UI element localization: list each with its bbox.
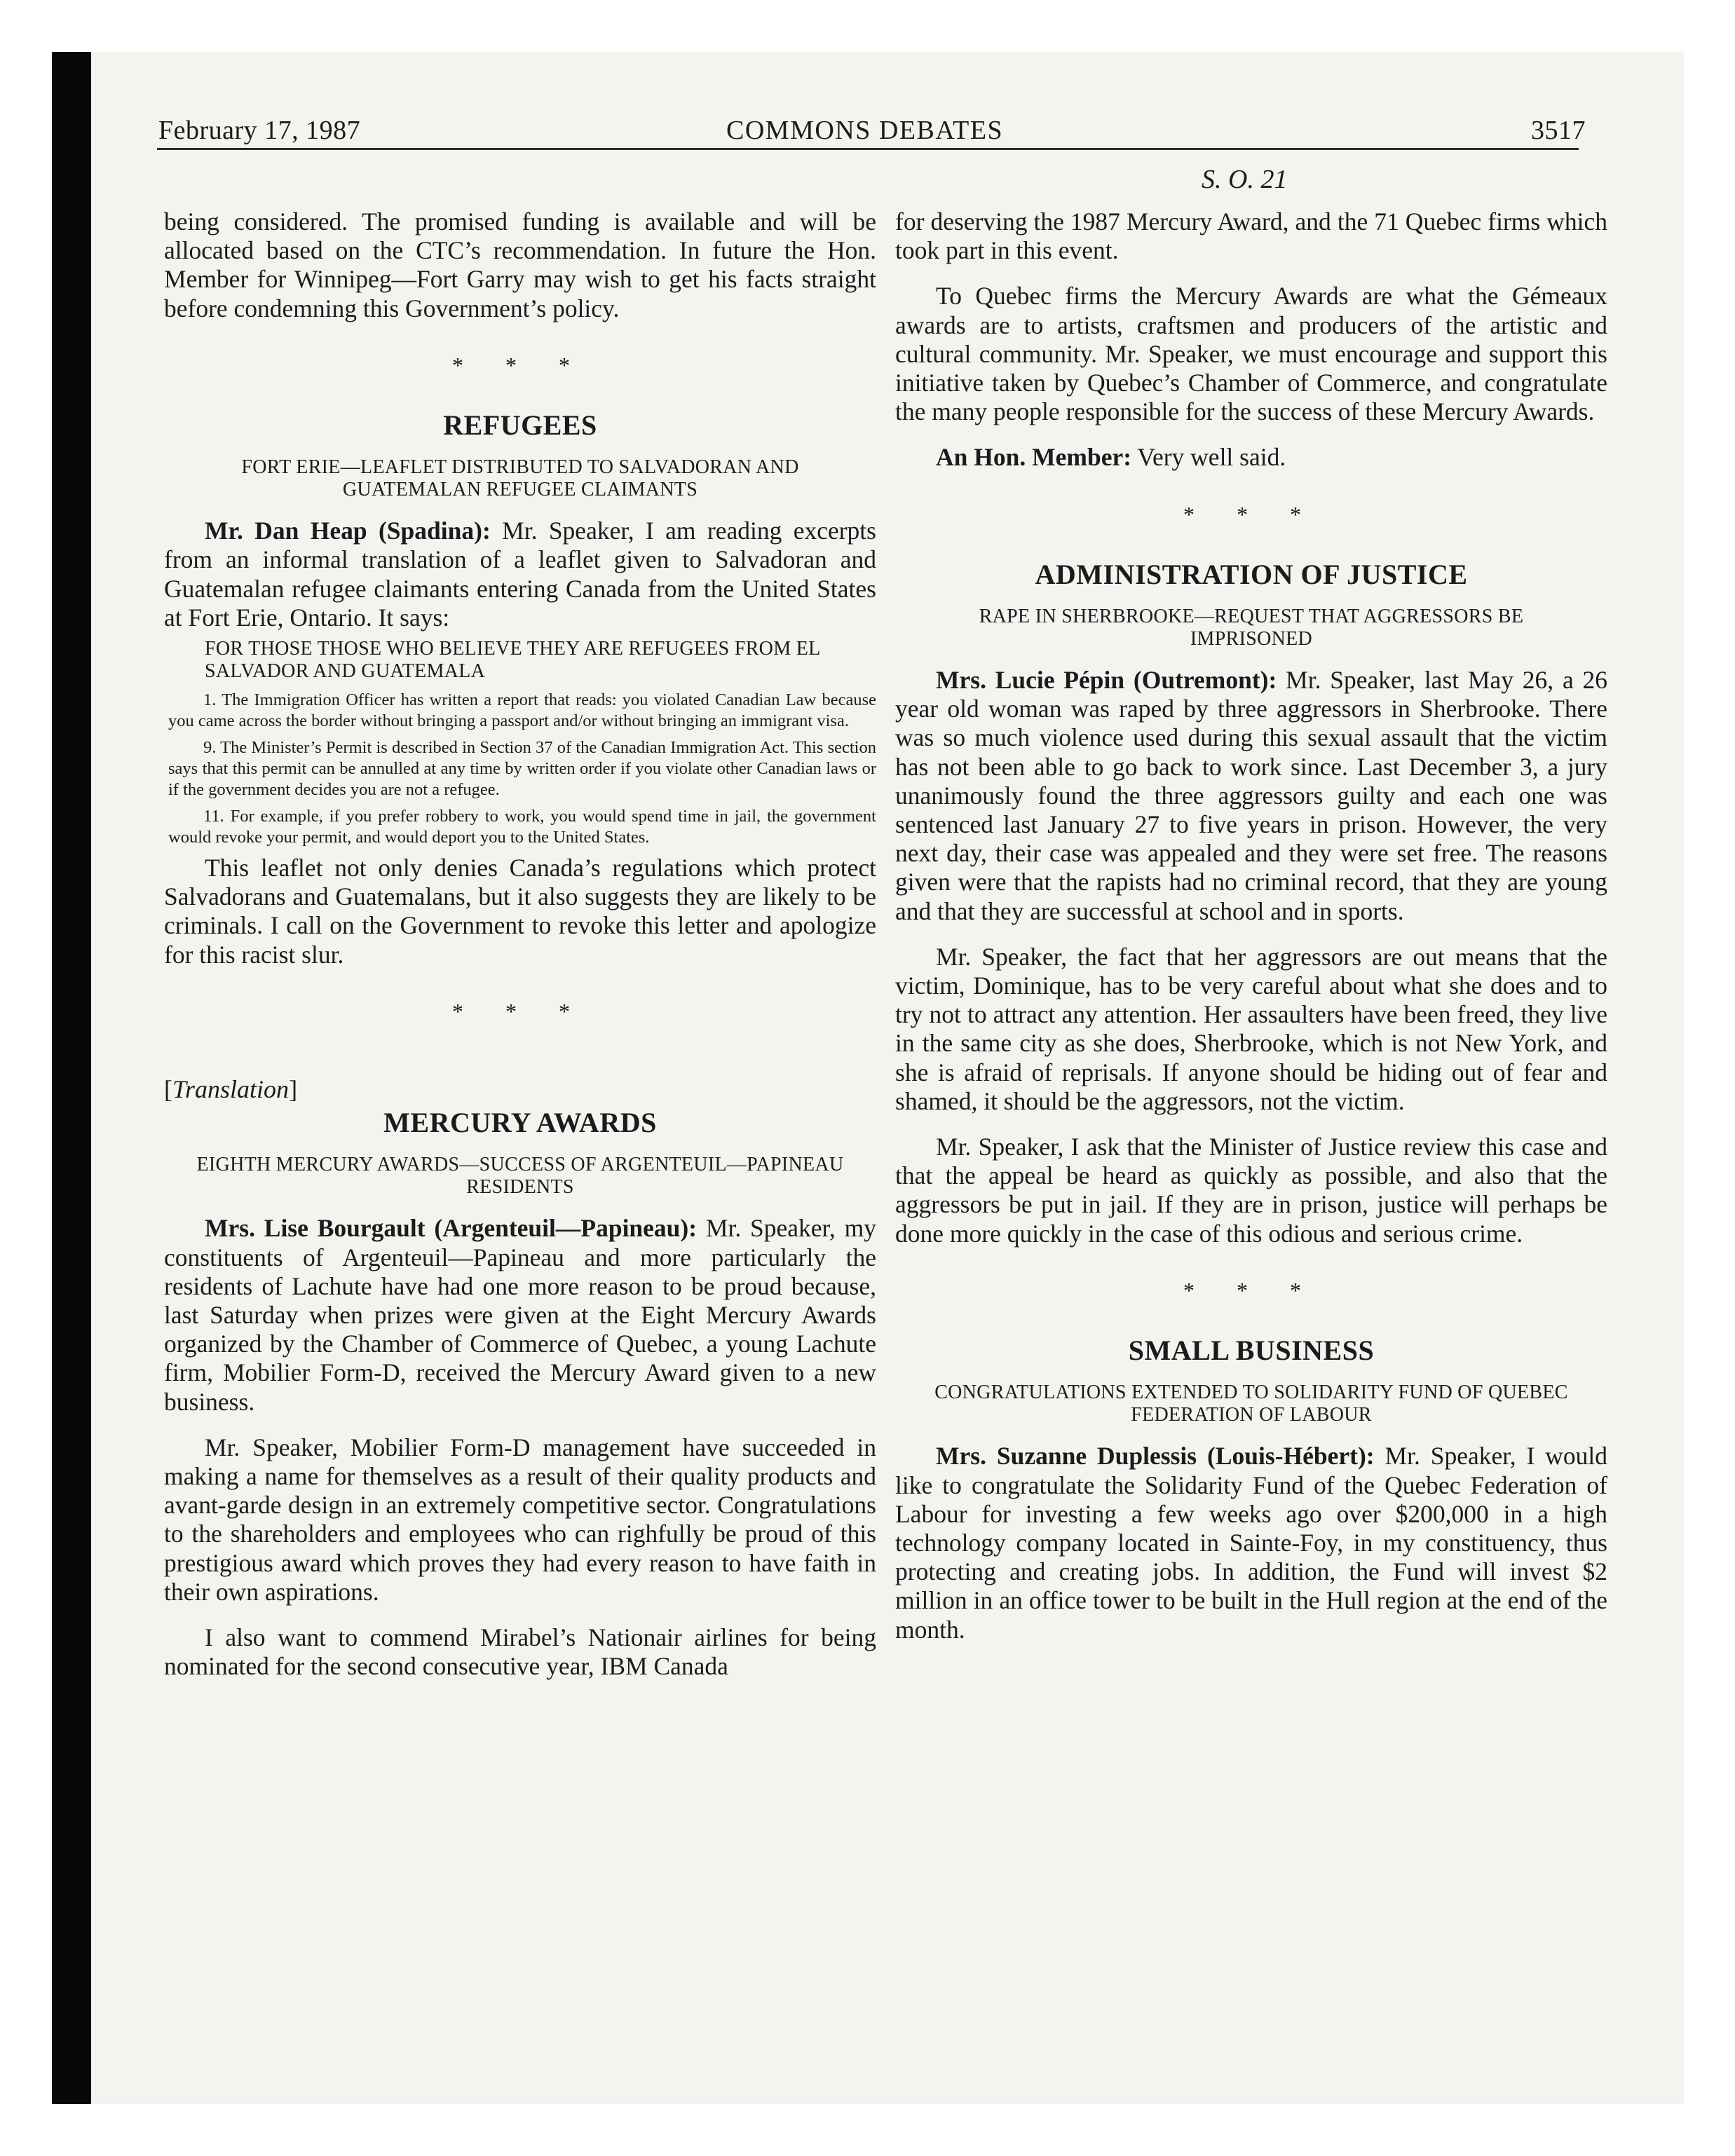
speech-text: Mr. Speaker, I would like to congratulate the Solidarity Fund of the Quebec Federation of Labour for investing a few weeks ago over $200,000 in a high technology company located in Sainte-Foy, in my constituency, thus protecting and creating jobs. In addition, the Fund will invest $2 million in an office tower to be built in the Hull region at the end of the month.	[895, 1442, 1608, 1644]
duplessis-paragraph	[895, 1442, 1607, 1644]
speaker-name: Mrs. Lise Bourgault (Argenteuil—Papineau):	[205, 1214, 698, 1243]
leaflet-quote-item: 11. For example, if you prefer robbery to work, you would spend time in jail, the government would revoke your permit, and would deport you to the United States.	[168, 807, 876, 847]
header-page-number: 3517	[1531, 116, 1586, 145]
speech-text: Mr. Speaker, I am reading excerpts from an informal translation of a leaflet given to Salvadoran and Guatemalan refugee claimants entering Canada from the United States at Fort Erie, Ontario. It says:	[164, 517, 876, 632]
hon-member-paragraph	[895, 443, 1607, 472]
left-column	[164, 207, 876, 1681]
header-rule	[157, 148, 1579, 150]
leaflet-quote-item: 1. The Immigration Officer has written a report that reads: you violated Canadian Law because you came across the border without bringing a passport and/or without bringing an immigrant visa.	[168, 690, 876, 731]
small-business-subheading: CONGRATULATIONS EXTENDED TO SOLIDARITY FUND OF QUEBEC FEDERATION OF LABOUR	[934, 1381, 1568, 1426]
pepin-paragraph-3: Mr. Speaker, I ask that the Minister of Justice review this case and that the appeal be heard as quickly as possible, and also that the aggressors be put in jail. If they are in prison, justice will perhaps be done more quickly in the case of this odious and serious crime.	[895, 1133, 1607, 1248]
gemeaux-paragraph: To Quebec firms the Mercury Awards are what the Gémeaux awards are to artists, craftsmen and producers of the artistic and cultural community. Mr. Speaker, we must encourage and support this initiative taken by Quebec’s Chamber of Commerce, and congratulate the many people responsible for the success of these Mercury Awards.	[895, 282, 1607, 426]
mercury-subheading: EIGHTH MERCURY AWARDS—SUCCESS OF ARGENTEUIL—PAPINEAU RESIDENTS	[196, 1154, 844, 1199]
binding-edge	[52, 52, 91, 2104]
right-column	[895, 207, 1607, 1644]
leaflet-quote-item: 9. The Minister’s Permit is described in Section 37 of the Canadian Immigration Act. This section says that this permit can be annulled at any time by written order if you violate other Canadian laws or if the government decides you are not a refugee.	[168, 738, 876, 800]
refugees-heading: REFUGEES	[443, 409, 597, 442]
speech-text: Mr. Speaker, my constituents of Argenteuil—Papineau and more particularly the residents of Lachute have had one more reason to be proud because, last Saturday when prizes were given at the Eight Mercury Awards organized by the Chamber of Commerce of Quebec, a young Lachute firm, Mobilier Form-D, received the Mercury Award given to a new business.	[164, 1214, 876, 1416]
speaker-name: An Hon. Member:	[936, 443, 1132, 472]
section-tag: S. O. 21	[1202, 165, 1288, 194]
bourgault-paragraph-3: I also want to commend Mirabel’s Nationair airlines for being nominated for the second consecutive year, IBM Canada	[164, 1623, 876, 1681]
heap-paragraph	[164, 517, 876, 632]
section-separator: * * *	[452, 352, 588, 378]
translation-label: [Translation]	[164, 1075, 298, 1104]
bourgault-paragraph-2: Mr. Speaker, Mobilier Form-D management have succeeded in making a name for themselves as a result of their quality products and avant-garde design in an extremely competitive sector. Congratulations to the shareholders and employees who can righfully be proud of this prestigious award which proves they had every reason to have faith in their own aspirations.	[164, 1433, 876, 1606]
mercury-heading: MERCURY AWARDS	[383, 1107, 657, 1139]
speech-text: Mr. Speaker, last May 26, a 26 year old woman was raped by three aggressors in Sherbrooke. There was so much violence used during this sexual assault that the victim has not been able to go back to work since. Last December 3, a jury unanimously found the three aggressors guilty and each one was sentenced last January 27 to five years in prison. However, the very next day, their case was appealed and they were set free. The reasons given were that the rapists had no criminal record, that they are young and that they are successful at school and in sports.	[895, 666, 1608, 925]
section-separator: * * *	[1183, 1277, 1319, 1303]
section-separator: * * *	[452, 998, 588, 1024]
heap-conclusion-paragraph: This leaflet not only denies Canada’s regulations which protect Salvadorans and Guatemalans, but it also suggests they are likely to be criminals. I call on the Government to revoke this letter and apologize for this racist slur.	[164, 854, 876, 969]
justice-heading: ADMINISTRATION OF JUSTICE	[1035, 558, 1468, 590]
pepin-paragraph-2: Mr. Speaker, the fact that her aggressors are out means that the victim, Dominique, has to be very careful about what she does and to try not to attract any attention. Her assaulters have been freed, they live in the same city as she does, Sherbrooke, which is not New York, and she is afraid of reprisals. If anyone should be hiding out of fear and shamed, it should be the aggressors, not the victim.	[895, 942, 1607, 1115]
header-date: February 17, 1987	[158, 116, 361, 145]
speaker-name: Mrs. Suzanne Duplessis (Louis-Hébert):	[936, 1442, 1375, 1471]
continued-paragraph: for deserving the 1987 Mercury Award, and the 71 Quebec firms which took part in this event.	[895, 207, 1607, 265]
leaflet-quote-heading: FOR THOSE THOSE WHO BELIEVE THEY ARE REFUGEES FROM EL SALVADOR AND GUATEMALA	[205, 638, 820, 683]
small-business-heading: SMALL BUSINESS	[1128, 1335, 1375, 1367]
speaker-name: Mrs. Lucie Pépin (Outremont):	[936, 666, 1277, 695]
justice-subheading: RAPE IN SHERBROOKE—REQUEST THAT AGGRESSORS BE IMPRISONED	[979, 606, 1524, 650]
pepin-paragraph	[895, 666, 1607, 926]
section-separator: * * *	[1183, 501, 1319, 527]
bourgault-paragraph	[164, 1214, 876, 1416]
speech-text: Very well said.	[1131, 443, 1286, 472]
intro-paragraph: being considered. The promised funding is available and will be allocated based on the CTC’s recommendation. In future the Hon. Member for Winnipeg—Fort Garry may wish to get his facts straight before condemning this Government’s policy.	[164, 207, 876, 322]
header-title: COMMONS DEBATES	[726, 116, 1004, 145]
document-sheet	[52, 52, 1684, 2104]
refugees-subheading: FORT ERIE—LEAFLET DISTRIBUTED TO SALVADORAN AND GUATEMALAN REFUGEE CLAIMANTS	[241, 456, 799, 501]
speaker-name: Mr. Dan Heap (Spadina):	[205, 517, 491, 545]
